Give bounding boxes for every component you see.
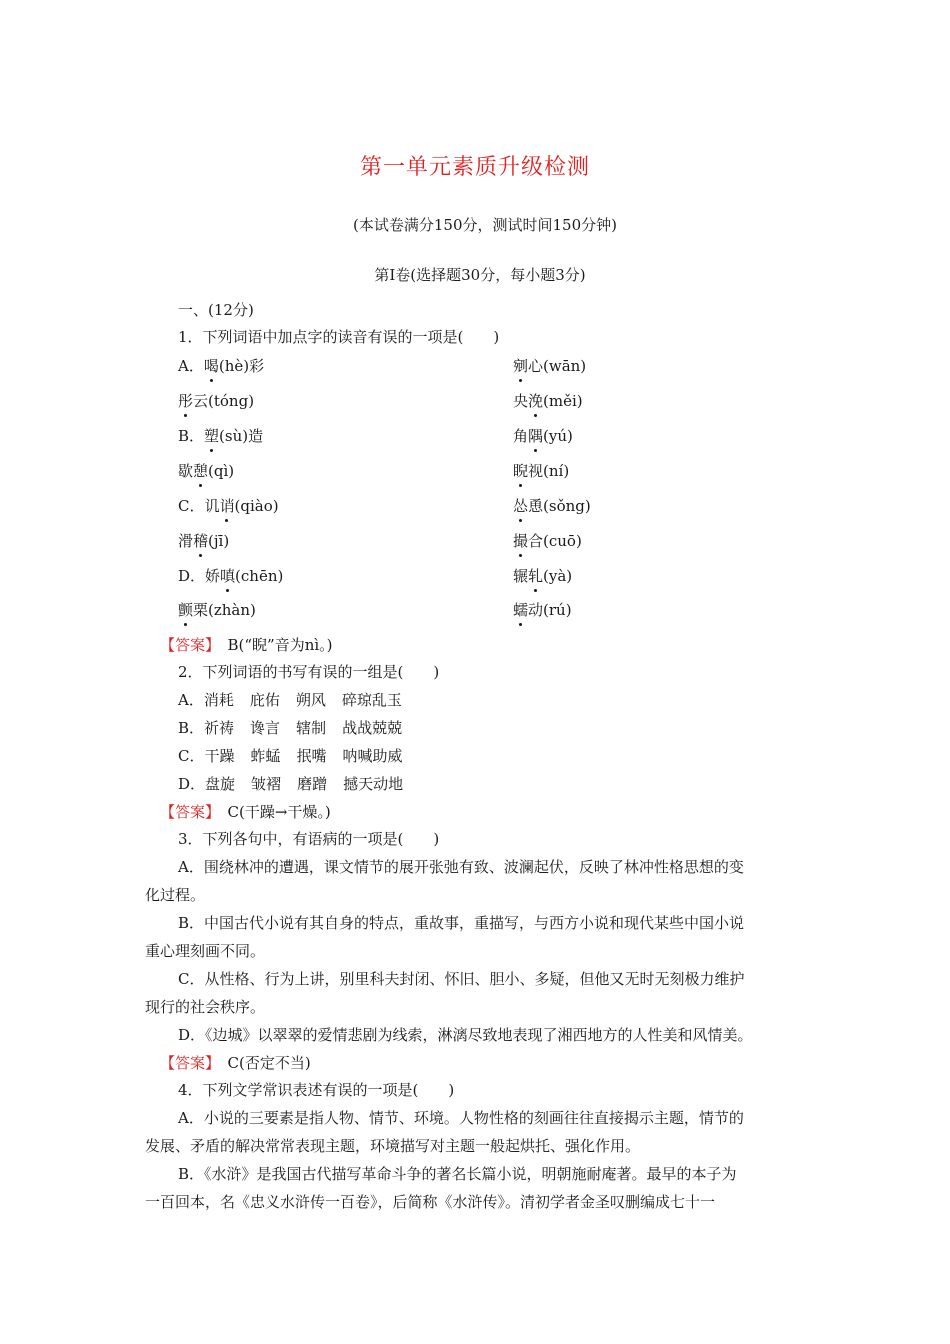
q3-option-a-line1: A．围绕林冲的遭遇，课文情节的展开张弛有致、波澜起伏，反映了林冲性格思想的变 — [178, 858, 744, 876]
q3-option-b-line1: B．中国古代小说有其自身的特点，重故事，重描写，与西方小说和现代某些中国小说 — [178, 914, 745, 932]
q1-option-d-left: D．娇嗔(chēn) — [178, 567, 284, 585]
q4-option-b-line2: 一百回本，名《忠义水浒传一百卷》，后简称《水浒传》。清初学者金圣叹删编成七十一 — [145, 1193, 716, 1211]
answer-label: 【答案】 — [160, 636, 213, 654]
answer-text: C(否定不当) — [212, 1054, 311, 1072]
page-title: 第一单元素质升级检测 — [359, 155, 590, 180]
q1-option-b-left: B．塑(sù)造 — [178, 427, 264, 445]
q1-option-b2-left: 歇憩(qì) — [178, 462, 235, 480]
q1-option-d-right: 辗轧(yà) — [513, 567, 573, 585]
q4-option-a-line2: 发展、矛盾的解决常常表现主题，环境描写对主题一般起烘托、强化作用。 — [145, 1137, 641, 1155]
q3-option-a-line2: 化过程。 — [145, 886, 206, 904]
q1-option-a2-right: 央浼(měi) — [513, 392, 583, 410]
q1-option-a-right: 剜心(wān) — [513, 357, 587, 375]
q3-option-c-line2: 现行的社会秩序。 — [145, 998, 266, 1016]
q4-option-a-line1: A．小说的三要素是指人物、情节、环境。人物性格的刻画往往直接揭示主题，情节的 — [178, 1109, 744, 1127]
q1-option-d2-left: 颤栗(zhàn) — [178, 601, 256, 619]
q1-option-b2-right: 睨视(ní) — [513, 462, 570, 480]
q1-option-b-right: 角隅(yú) — [513, 427, 573, 445]
q3-option-b-line2: 重心理刻画不同。 — [145, 942, 266, 960]
q2-option-d: D．盘旋 皱褶 磨蹭 撼天动地 — [178, 775, 404, 793]
section-heading: 一、(12分) — [178, 301, 254, 319]
question-3-stem: 3．下列各句中，有语病的一项是( ) — [178, 830, 440, 848]
q1-option-c2-right: 撮合(cuō) — [513, 532, 582, 550]
q3-answer — [160, 1053, 311, 1073]
answer-text: B(“睨”音为nì。) — [212, 636, 333, 654]
answer-label: 【答案】 — [160, 1054, 213, 1072]
question-2-stem: 2．下列词语的书写有误的一组是( ) — [178, 663, 440, 681]
question-4-stem: 4．下列文学常识表述有误的一项是( ) — [178, 1081, 455, 1099]
answer-label: 【答案】 — [160, 803, 213, 821]
q2-option-b: B．祈祷 谗言 辖制 战战兢兢 — [178, 719, 403, 737]
volume-header: 第Ⅰ卷(选择题30分，每小题3分) — [374, 266, 586, 284]
q1-option-a-left: A．喝(hè)彩 — [178, 357, 265, 375]
q3-option-d-line1: D．《边城》以翠翠的爱情悲剧为线索，淋漓尽致地表现了湘西地方的人性美和风情美。 — [178, 1026, 753, 1044]
q1-option-c-right: 怂恿(sǒng) — [513, 497, 591, 515]
question-1-stem: 1．下列词语中加点字的读音有误的一项是( ) — [178, 328, 500, 346]
q2-option-c: C．干躁 蚱蜢 抿嘴 呐喊助威 — [178, 747, 403, 765]
exam-info: (本试卷满分150分，测试时间150分钟) — [353, 216, 617, 234]
q1-option-d2-right: 蠕动(rú) — [513, 601, 572, 619]
q1-answer — [160, 635, 333, 655]
q3-option-c-line1: C．从性格、行为上讲，别里科夫封闭、怀旧、胆小、多疑，但他又无时无刻极力维护 — [178, 970, 745, 988]
q4-option-b-line1: B．《水浒》是我国古代描写革命斗争的著名长篇小说，明朝施耐庵著。最早的本子为 — [178, 1165, 737, 1183]
answer-text: C(干躁→干燥。) — [212, 803, 331, 821]
q1-option-c-left: C．讥诮(qiào) — [178, 497, 279, 515]
q2-option-a: A．消耗 庇佑 朔风 碎琼乱玉 — [178, 691, 402, 709]
q1-option-a2-left: 彤云(tóng) — [178, 392, 255, 410]
q1-option-c2-left: 滑稽(jī) — [178, 532, 230, 550]
q2-answer — [160, 802, 331, 822]
